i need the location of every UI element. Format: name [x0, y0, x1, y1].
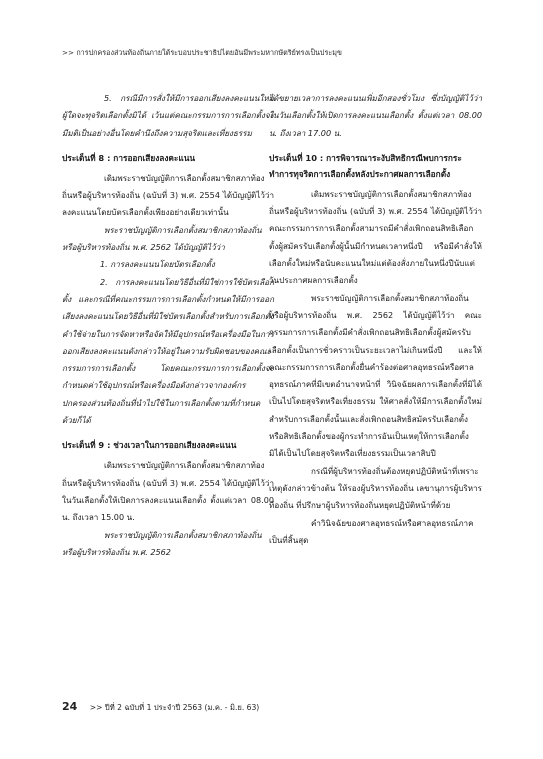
section-10-final-ruling-paragraph: คำวินิจฉัยของศาลอุทธรณ์หรือศาลอุทธรณ์ภาคเป็นที่สิ้นสุด [269, 517, 474, 545]
section-8-heading: ประเด็นที่ 8 : การออกเสียงลงคะแนน [62, 152, 196, 163]
item-5-paragraph: 5. กรณีมีการสั่งให้มีการออกเสียงลงคะแนนใหม่ ผู้ใดจะทุจริตเลือกตั้งมิได้ เว้นแต่คณะกรรมการการเลือกตั้งจะมีมติเป็นอย่างอื่นโดยคำนึงถึงความสุจริตและเที่ยงธรรม [62, 93, 274, 138]
section-8-old-law-paragraph: เดิมพระราชบัญญัติการเลือกตั้งสมาชิกสภาท้องถิ่นหรือผู้บริหารท้องถิ่น (ฉบับที่ 3) พ.ศ. 2554 ได้บัญญัติไว้ว่า ลงคะแนนโดยบัตรเลือกตั้งเพียงอย่างเดียวเท่านั้น [62, 172, 274, 218]
page-number: 24 [62, 700, 78, 713]
section-10-heading: ประเด็นที่ 10 : การพิจารณาระงับสิทธิกรณีพบการกระทำการทุจริตการเลือกตั้งหลังประกาศผลการเลือกตั้ง [269, 152, 462, 179]
section-10-executive-paragraph: กรณีที่ผู้บริหารท้องถิ่นต้องหยุดปฏิบัติหน้าที่เพราะเหตุดังกล่าวข้างต้น ให้รองผู้บริหารท้องถิ่น เลขานุการผู้บริหารท้องถิ่น ที่ปรึกษาผู้บริหารท้องถิ่นหยุดปฏิบัติหน้าที่ด้วย [269, 465, 482, 511]
left-column [62, 90, 274, 561]
section-10-new-law-paragraph: พระราชบัญญัติการเลือกตั้งสมาชิกสภาท้องถิ่นหรือผู้บริหารท้องถิ่น พ.ศ. 2562 ได้บัญญัติไว้ว่า คณะกรรมการการเลือกตั้งมีคำสั่งเพิกถอนสิทธิเลือกตั้งผู้สมัครรับเลือกตั้งเป็นการชั่วคราวเป็นระยะเวลาไม่เกินหนึ่งปี และให้คณะกรรมการการเลือกตั้งยื่นคำร้องต่อศาลอุทธรณ์หรือศาลอุทธรณ์ภาคที่มีเขตอำนาจหน้าที่ วินิจฉัยผลการเลือกตั้งที่มิได้เป็นไปโดยสุจริตหรือเที่ยงธรรม ให้ศาลสั่งให้มีการเลือกตั้งใหม่สำหรับการเลือกตั้งนั้นและสั่งเพิกถอนสิทธิสมัครรับเลือกตั้ง หรือสิทธิเลือกตั้งของผู้กระทำการอันเป็นเหตุให้การเลือกตั้งมิได้เป็นไปโดยสุจริตหรือเที่ยงธรรมเป็นเวลาสิบปี [269, 292, 482, 459]
section-8-list-item-2: 2. การลงคะแนนโดยวิธีอื่นที่มิใช่การใช้บัตรเลือกตั้ง และกรณีที่คณะกรรมการการเลือกตั้งกำหนดให้มีการออกเสียงลงคะแนนโดยวิธีอื่นที่มิใช่บัตรเลือกตั้งสำหรับการเลือกตั้งคำใช้จ่ายในการจัดหาหรือจัดให้มีอุปกรณ์หรือเครื่องมือในการออกเสียงลงคะแนนดังกล่าวให้อยู่ในความรับผิดชอบของคณะกรรมการการเลือกตั้ง โดยคณะกรรมการการเลือกตั้งจะกำหนดค่าใช้อุปกรณ์หรือเครื่องมือดังกล่าวจากองค์กรปกครองส่วนท้องถิ่นที่นำไปใช้ในการเลือกตั้งตามที่กำหนดด้วยก็ได้ [62, 276, 274, 426]
section-10-old-law-paragraph: เดิมพระราชบัญญัติการเลือกตั้งสมาชิกสภาท้องถิ่นหรือผู้บริหารท้องถิ่น (ฉบับที่ 3) พ.ศ. 2554 ได้บัญญัติไว้ว่า คณะกรรมการการเลือกตั้งสามารถมีคำสั่งเพิกถอนสิทธิเลือกตั้งผู้สมัครรับเลือกตั้งผู้นั้นมีกำหนดเวลาหนึ่งปี หรือมีคำสั่งให้เลือกตั้งใหม่หรือนับคะแนนใหม่แต่ต้องสั่งภายในหนึ่งปีนับแต่วันประกาศผลการเลือกตั้ง [269, 188, 482, 286]
section-9-heading: ประเด็นที่ 9 : ช่วงเวลาในการออกเสียงลงคะแนน [62, 440, 237, 451]
running-header: >> การปกครองส่วนท้องถิ่นภายใต้ระบอบประชาธิปไตยอันมีพระมหากษัตริย์ทรงเป็นประมุข [62, 48, 342, 57]
right-column [269, 90, 482, 549]
section-9-old-law-paragraph: เดิมพระราชบัญญัติการเลือกตั้งสมาชิกสภาท้องถิ่นหรือผู้บริหารท้องถิ่น (ฉบับที่ 3) พ.ศ. 2554 ได้บัญญัติไว้ว่า ในวันเลือกตั้งให้เปิดการลงคะแนนเลือกตั้ง ตั้งแต่เวลา 08.00 น. ถึงเวลา 15.00 น. [62, 460, 274, 523]
section-9-new-law-paragraph: พระราชบัญญัติการเลือกตั้งสมาชิกสภาท้องถิ่นหรือผู้บริหารท้องถิ่น พ.ศ. 2562 [62, 529, 262, 557]
page-footer [62, 700, 259, 714]
section-8-new-law-paragraph: พระราชบัญญัติการเลือกตั้งสมาชิกสภาท้องถิ่นหรือผู้บริหารท้องถิ่น พ.ศ. 2562 ได้บัญญัติไว้ว่า [62, 224, 262, 253]
section-8-list-item-1: 1. การลงคะแนนโดยบัตรเลือกตั้ง [100, 259, 215, 270]
section-9-continued-paragraph: ได้ขยายเวลาการลงคะแนนเพิ่มอีกสองชั่วโมง ซึ่งบัญญัติไว้ว่า ในวันเลือกตั้งให้เปิดการลงคะแนนเลือกตั้ง ตั้งแต่เวลา 08.00 น. ถึงเวลา 17.00 น. [269, 93, 482, 138]
issue-info: >> ปีที่ 2 ฉบับที่ 1 ประจำปี 2563 (ม.ค. - มิ.ย. 63) [89, 703, 260, 712]
